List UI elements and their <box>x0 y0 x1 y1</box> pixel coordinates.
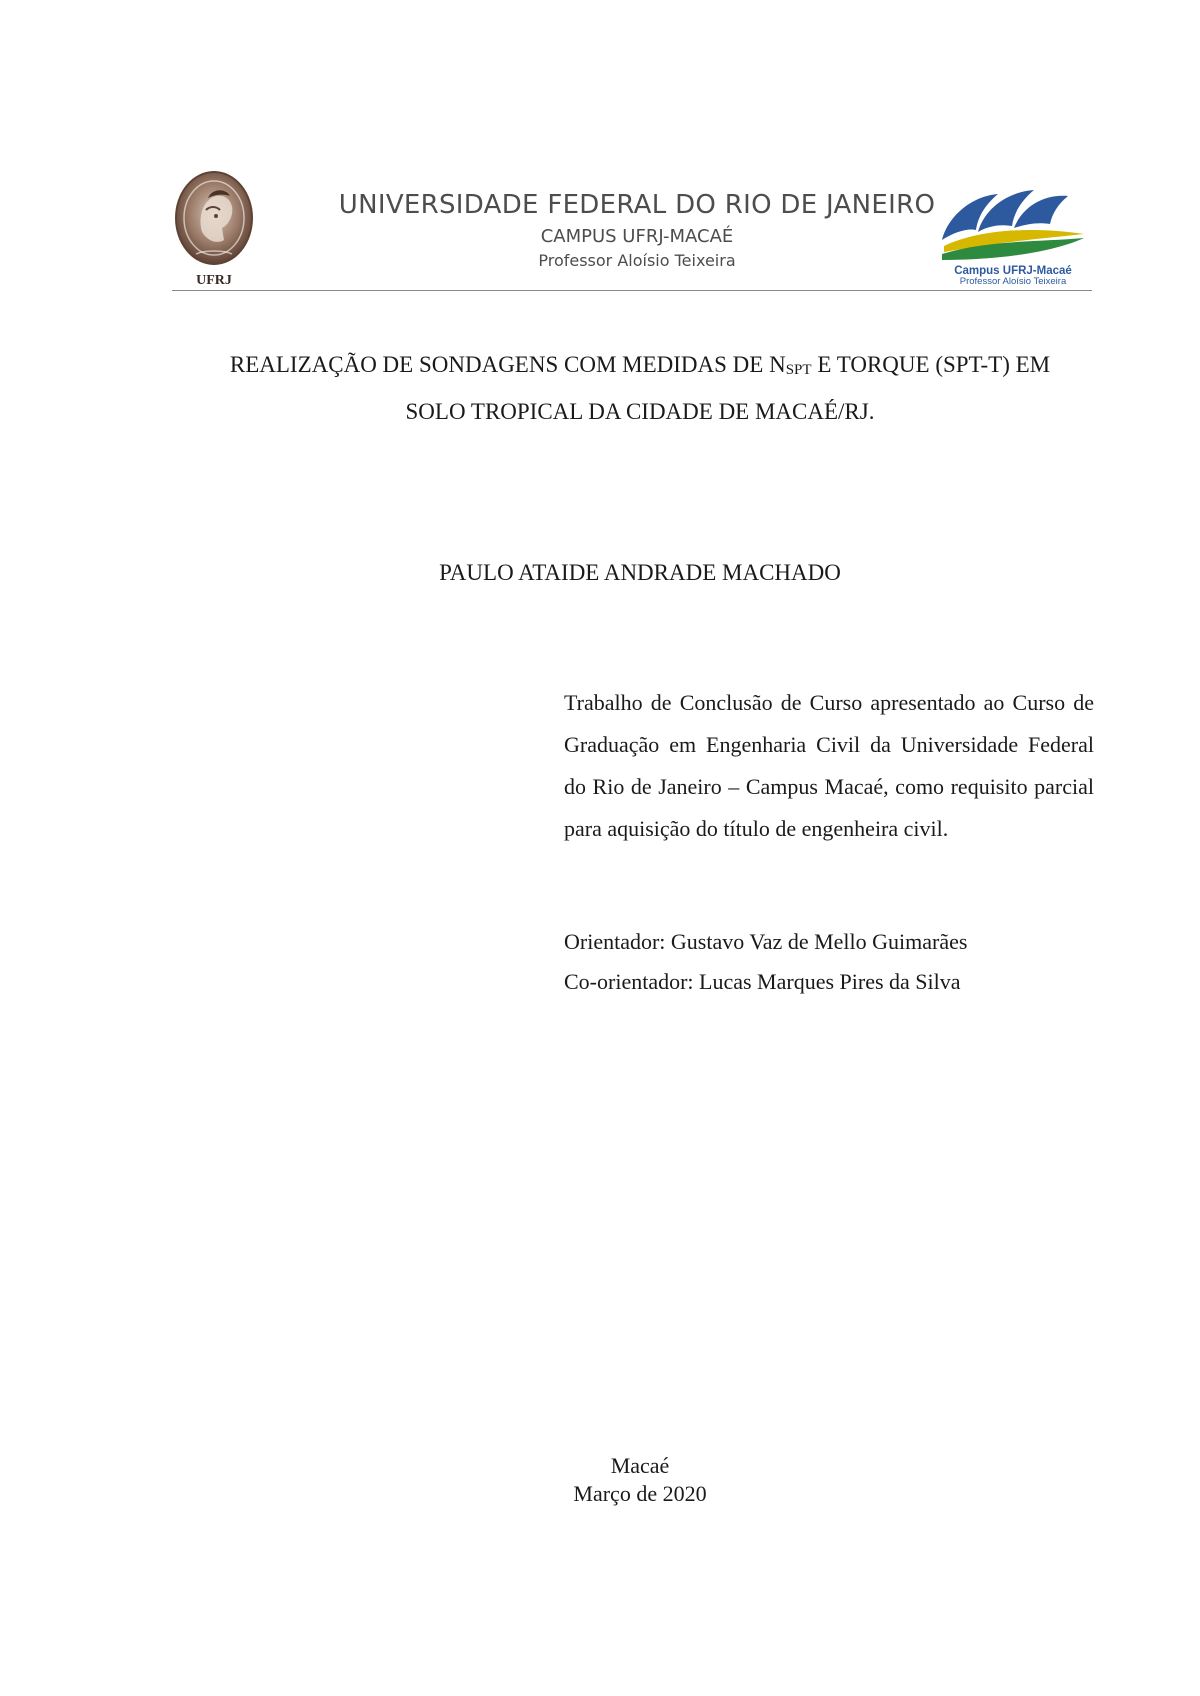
page-header <box>172 170 1092 290</box>
campus-honoree: Professor Aloísio Teixeira <box>538 251 736 270</box>
ufrj-seal-logo <box>172 170 256 288</box>
author-name: PAULO ATAIDE ANDRADE MACHADO <box>439 560 841 585</box>
campus-name: CAMPUS UFRJ-MACAÉ <box>540 226 734 247</box>
title-line-1 <box>120 344 1160 391</box>
footer-city: Macaé <box>610 1453 670 1478</box>
thesis-title <box>120 344 1160 433</box>
seal-label: UFRJ <box>196 273 232 288</box>
title-line-1-part-2: E TORQUE (SPT-T) EM <box>811 352 1051 377</box>
title-line-2: SOLO TROPICAL DA CIDADE DE MACAÉ/RJ. <box>405 399 875 424</box>
campus-macae-logo <box>938 176 1088 286</box>
thesis-description: Trabalho de Conclusão de Curso apresentado ao Curso de Graduação em Engenharia Civil da Universidade Federal do Rio de Janeiro – Campus Macaé, como requisito parcial para aquisição do título de engenheira civil. <box>564 690 1094 841</box>
title-line-1-part-1: REALIZAÇÃO DE SONDAGENS COM MEDIDAS DE N <box>229 352 786 377</box>
university-name: UNIVERSIDADE FEDERAL DO RIO DE JANEIRO <box>338 190 936 220</box>
title-subscript-spt: SPT <box>785 362 812 378</box>
header-divider <box>172 290 1092 291</box>
university-heading <box>312 190 962 272</box>
footer-date: Março de 2020 <box>573 1481 707 1506</box>
advisors-block <box>564 922 1124 1002</box>
page-footer <box>120 1452 1160 1508</box>
co-advisor: Co-orientador: Lucas Marques Pires da Silva <box>564 969 961 994</box>
advisor: Orientador: Gustavo Vaz de Mello Guimarães <box>564 929 968 954</box>
campus-logo-line1: Campus UFRJ-Macaé <box>954 265 1072 277</box>
campus-logo-line2: Professor Aloísio Teixeira <box>959 276 1067 286</box>
